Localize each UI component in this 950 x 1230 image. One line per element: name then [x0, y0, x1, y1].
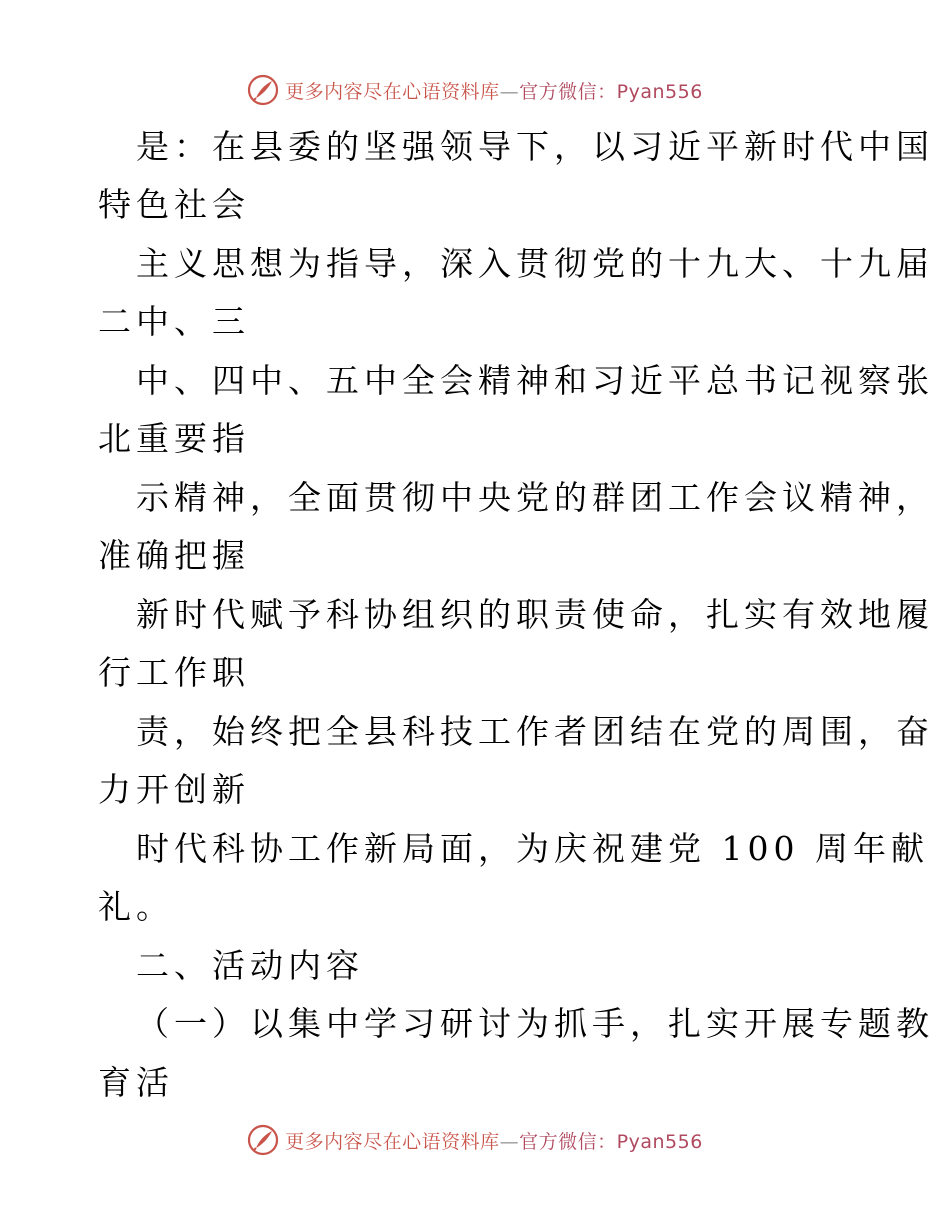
body-line: 育活	[98, 1063, 174, 1102]
header-watermark-main: 更多内容尽在心语资料库	[285, 80, 500, 103]
body-line: 特色社会	[98, 185, 250, 224]
subsection-heading: （一）以集中学习研讨为抓手，扎实开展专题教	[136, 1004, 934, 1043]
header-watermark-wechat: 官方微信：Pyan556	[519, 80, 703, 103]
body-line: 礼。	[98, 887, 174, 926]
body-line: 主义思想为指导，深入贯彻党的十九大、十九届	[136, 244, 934, 283]
body-line: 是：在县委的坚强领导下，以习近平新时代中国	[136, 127, 934, 166]
section-heading: 二、活动内容	[136, 946, 364, 985]
body-line: 二中、三	[98, 302, 250, 341]
header-watermark-text	[285, 77, 703, 104]
body-line: 中、四中、五中全会精神和习近平总书记视察张	[136, 361, 934, 400]
body-line: 示精神，全面贯彻中央党的群团工作会议精神，	[136, 478, 934, 517]
footer-watermark-sep: —	[499, 1130, 520, 1153]
header-watermark-banner	[0, 70, 950, 110]
footer-watermark-wechat: 官方微信：Pyan556	[519, 1130, 703, 1153]
quill-logo-icon	[247, 74, 279, 106]
body-line: 新时代赋予科协组织的职责使命，扎实有效地履	[136, 595, 934, 634]
footer-watermark-text	[285, 1127, 703, 1154]
header-watermark-sep: —	[499, 80, 520, 103]
footer-watermark-main: 更多内容尽在心语资料库	[285, 1130, 500, 1153]
body-line: 力开创新	[98, 770, 250, 809]
footer-watermark-banner	[0, 1120, 950, 1160]
quill-logo-icon	[247, 1124, 279, 1156]
body-line: 行工作职	[98, 653, 250, 692]
body-line: 准确把握	[98, 536, 250, 575]
body-line: 责，始终把全县科技工作者团结在党的周围，奋	[136, 712, 934, 751]
body-line: 时代科协工作新局面，为庆祝建党 100 周年献	[136, 829, 929, 868]
body-line: 北重要指	[98, 419, 250, 458]
